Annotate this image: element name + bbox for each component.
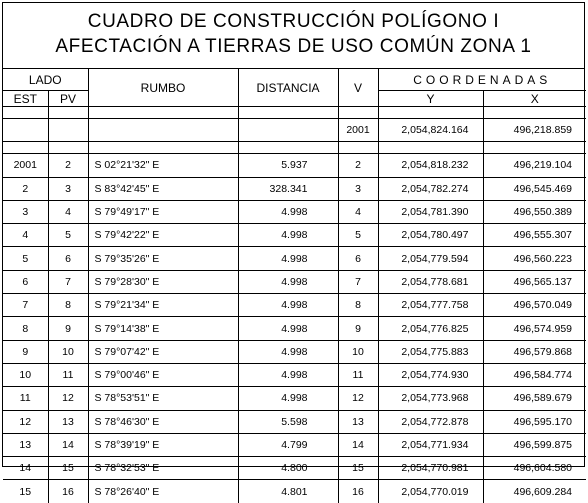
cell-est: 11	[3, 387, 48, 410]
cell-rumbo: S 79°28'30" E	[88, 270, 238, 293]
cell-distancia: 4.799	[238, 433, 338, 456]
cell-distancia: 5.598	[238, 410, 338, 433]
cell-x: 496,609.284	[483, 480, 586, 503]
cell-y: 2,054,773.968	[378, 387, 483, 410]
cell-y: 2,054,770.019	[378, 480, 483, 503]
cell-y: 2,054,775.883	[378, 340, 483, 363]
cell-x: 496,219.104	[483, 154, 586, 177]
cell-v: 2001	[338, 119, 378, 142]
cell-rumbo: S 79°07'42" E	[88, 340, 238, 363]
cell-distancia: 4.998	[238, 363, 338, 386]
cell-rumbo: S 78°39'19" E	[88, 433, 238, 456]
cell-x: 496,574.959	[483, 317, 586, 340]
table-row	[3, 457, 586, 480]
cell-rumbo: S 79°14'38" E	[88, 317, 238, 340]
cell-x: 496,565.137	[483, 270, 586, 293]
cell-pv: 8	[48, 294, 88, 317]
cell-x: 496,584.774	[483, 363, 586, 386]
cell-y: 2,054,782.274	[378, 177, 483, 200]
spacer-row	[3, 142, 586, 154]
cell-v: 11	[338, 363, 378, 386]
cell-distancia: 4.998	[238, 224, 338, 247]
table-row	[3, 480, 586, 503]
header-pv: PV	[48, 91, 88, 107]
cell-rumbo: S 79°42'22" E	[88, 224, 238, 247]
cell-rumbo: S 79°35'26" E	[88, 247, 238, 270]
cell-rumbo: S 78°46'30" E	[88, 410, 238, 433]
cell-rumbo: S 79°21'34" E	[88, 294, 238, 317]
cell-pv: 16	[48, 480, 88, 503]
cell-distancia: 328.341	[238, 177, 338, 200]
cell-pv: 14	[48, 433, 88, 456]
cell-pv: 13	[48, 410, 88, 433]
cell-distancia: 4.998	[238, 247, 338, 270]
table-row	[3, 433, 586, 456]
cell-pv: 11	[48, 363, 88, 386]
start-vertex-row	[3, 119, 586, 142]
cell-x: 496,555.307	[483, 224, 586, 247]
cell-y: 2,054,770.981	[378, 457, 483, 480]
cell-est: 14	[3, 457, 48, 480]
cell-est: 2001	[3, 154, 48, 177]
cell-x: 496,599.875	[483, 433, 586, 456]
cell-pv: 12	[48, 387, 88, 410]
header-est: EST	[3, 91, 48, 107]
cell-v: 8	[338, 294, 378, 317]
cell-distancia: 4.998	[238, 340, 338, 363]
table-row	[3, 387, 586, 410]
cell-est: 4	[3, 224, 48, 247]
cell-rumbo: S 79°49'17" E	[88, 200, 238, 223]
cell-x: 496,604.580	[483, 457, 586, 480]
cell-v: 13	[338, 410, 378, 433]
cell-est: 3	[3, 200, 48, 223]
construction-table-sheet	[2, 2, 585, 498]
table-row	[3, 154, 586, 177]
cell-distancia: 4.998	[238, 294, 338, 317]
table-row	[3, 340, 586, 363]
cell-x: 496,589.679	[483, 387, 586, 410]
cell-v: 6	[338, 247, 378, 270]
header-lado: LADO	[3, 69, 88, 91]
cell-distancia: 4.998	[238, 317, 338, 340]
cell-pv: 7	[48, 270, 88, 293]
cell-distancia: 4.801	[238, 480, 338, 503]
cell-x: 496,550.389	[483, 200, 586, 223]
cell-distancia: 4.998	[238, 270, 338, 293]
cell-distancia: 5.937	[238, 154, 338, 177]
cell-est: 12	[3, 410, 48, 433]
cell-rumbo: S 02°21'32" E	[88, 154, 238, 177]
header-coordenadas: COORDENADAS	[378, 69, 586, 91]
cell-est: 5	[3, 247, 48, 270]
cell-v: 4	[338, 200, 378, 223]
cell-rumbo: S 79°00'46" E	[88, 363, 238, 386]
table-row	[3, 200, 586, 223]
cell-x: 496,560.223	[483, 247, 586, 270]
cell-y: 2,054,824.164	[378, 119, 483, 142]
cell-y: 2,054,779.594	[378, 247, 483, 270]
cell-distancia: 4.800	[238, 457, 338, 480]
cell-pv: 5	[48, 224, 88, 247]
table-row	[3, 224, 586, 247]
header-distancia: DISTANCIA	[238, 69, 338, 107]
cell-v: 9	[338, 317, 378, 340]
cell-v: 12	[338, 387, 378, 410]
construction-table	[3, 69, 586, 503]
header-rumbo: RUMBO	[88, 69, 238, 107]
cell-y: 2,054,774.930	[378, 363, 483, 386]
header-y: Y	[378, 91, 483, 107]
cell-x: 496,595.170	[483, 410, 586, 433]
cell-est: 2	[3, 177, 48, 200]
cell-est: 10	[3, 363, 48, 386]
title-line-1: CUADRO DE CONSTRUCCIÓN POLÍGONO I	[87, 11, 500, 32]
cell-est: 8	[3, 317, 48, 340]
header-x: X	[483, 91, 586, 107]
cell-v: 15	[338, 457, 378, 480]
cell-y: 2,054,780.497	[378, 224, 483, 247]
cell-y: 2,054,778.681	[378, 270, 483, 293]
cell-y: 2,054,772.878	[378, 410, 483, 433]
cell-v: 5	[338, 224, 378, 247]
cell-v: 2	[338, 154, 378, 177]
cell-pv: 6	[48, 247, 88, 270]
table-row	[3, 363, 586, 386]
cell-pv: 10	[48, 340, 88, 363]
table-row	[3, 177, 586, 200]
cell-pv: 2	[48, 154, 88, 177]
cell-v: 14	[338, 433, 378, 456]
cell-pv: 15	[48, 457, 88, 480]
cell-rumbo: S 78°53'51" E	[88, 387, 238, 410]
cell-est: 15	[3, 480, 48, 503]
cell-rumbo: S 83°42'45" E	[88, 177, 238, 200]
cell-v: 16	[338, 480, 378, 503]
cell-x: 496,570.049	[483, 294, 586, 317]
cell-est: 13	[3, 433, 48, 456]
spacer-row	[3, 107, 586, 119]
cell-v: 10	[338, 340, 378, 363]
table-row	[3, 270, 586, 293]
cell-y: 2,054,777.758	[378, 294, 483, 317]
cell-y: 2,054,781.390	[378, 200, 483, 223]
cell-v: 3	[338, 177, 378, 200]
header-v: V	[338, 69, 378, 107]
cell-pv: 4	[48, 200, 88, 223]
cell-est: 6	[3, 270, 48, 293]
title-line-2: AFECTACIÓN A TIERRAS DE USO COMÚN ZONA 1	[55, 36, 532, 57]
cell-est: 9	[3, 340, 48, 363]
cell-y: 2,054,771.934	[378, 433, 483, 456]
cell-est: 7	[3, 294, 48, 317]
cell-distancia: 4.998	[238, 387, 338, 410]
cell-x: 496,579.868	[483, 340, 586, 363]
cell-x: 496,545.469	[483, 177, 586, 200]
cell-distancia: 4.998	[238, 200, 338, 223]
cell-rumbo: S 78°32'53" E	[88, 457, 238, 480]
table-row	[3, 247, 586, 270]
cell-y: 2,054,776.825	[378, 317, 483, 340]
table-row	[3, 410, 586, 433]
cell-rumbo: S 78°26'40" E	[88, 480, 238, 503]
cell-pv: 9	[48, 317, 88, 340]
table-row	[3, 317, 586, 340]
cell-pv: 3	[48, 177, 88, 200]
cell-y: 2,054,818.232	[378, 154, 483, 177]
cell-x: 496,218.859	[483, 119, 586, 142]
table-row	[3, 294, 586, 317]
cell-v: 7	[338, 270, 378, 293]
table-title	[3, 3, 584, 69]
